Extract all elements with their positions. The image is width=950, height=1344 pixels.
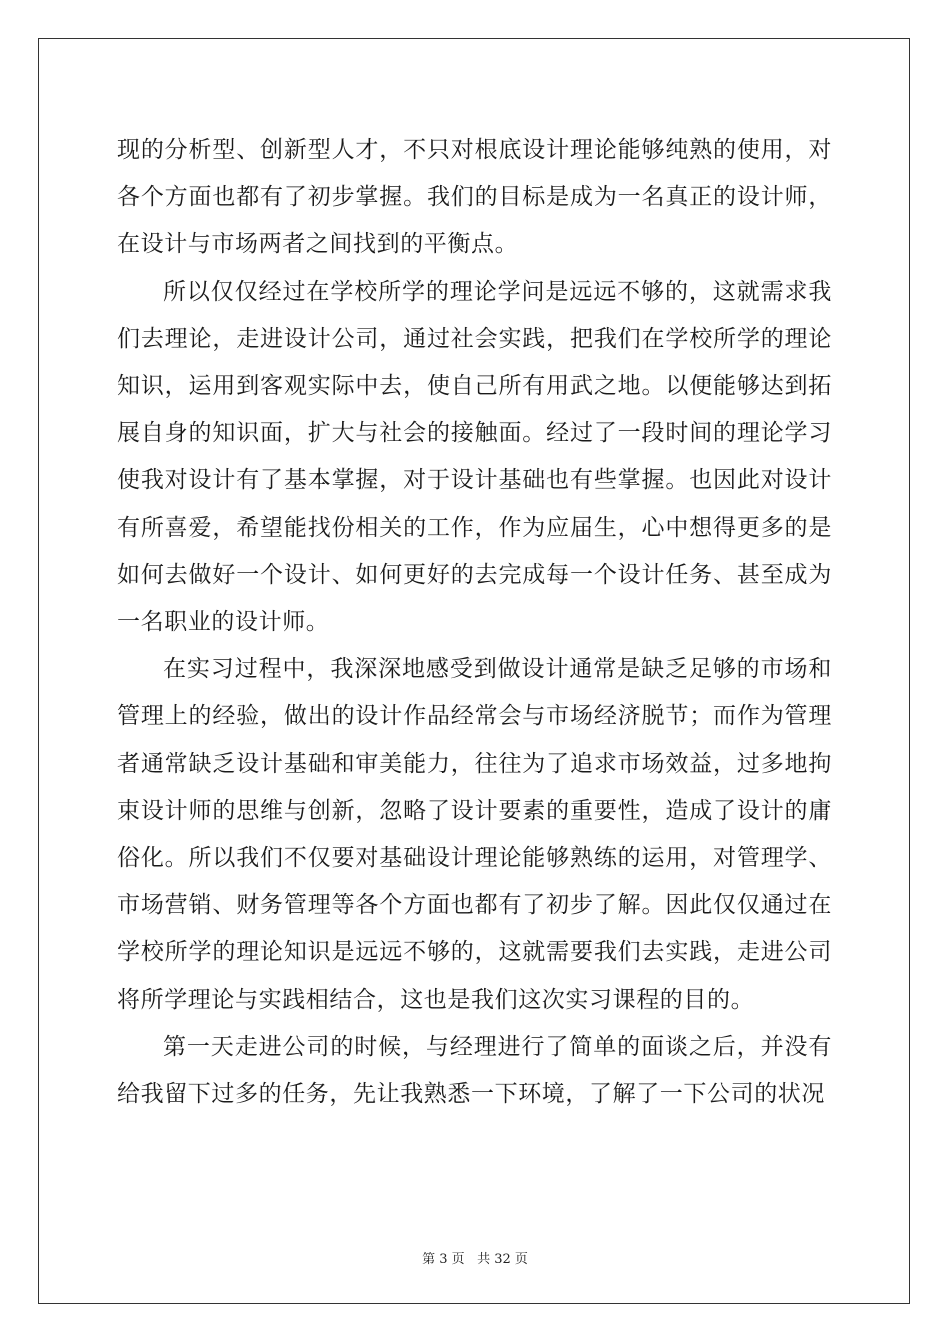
page-number: 第 3 页 [422,1252,465,1267]
paragraph-2: 所以仅仅经过在学校所学的理论学问是远远不够的，这就需求我们去理论，走进设计公司，通过社会实践，把我们在学校所学的理论知识，运用到客观实际中去，使自己所有用武之地。以便能够达到拓展自身的知识面，扩大与社会的接触面。经过了一段时间的理论学习使我对设计有了基本掌握，对于设计基础也有些掌握。也因此对设计有所喜爱，希望能找份相关的工作，作为应届生，心中想得更多的是如何去做好一个设计、如何更好的去完成每一个设计任务、甚至成为一名职业的设计师。 [117,278,832,636]
page-total: 共 32 页 [477,1252,528,1267]
document-body [117,127,832,1118]
paragraph-4: 第一天走进公司的时候，与经理进行了简单的面谈之后，并没有给我留下过多的任务，先让我熟悉一下环境，了解了一下公司的状况 [117,1033,832,1108]
paragraph-3: 在实习过程中，我深深地感受到做设计通常是缺乏足够的市场和管理上的经验，做出的设计作品经常会与市场经济脱节；而作为管理者通常缺乏设计基础和审美能力，往往为了追求市场效益，过多地拘束设计师的思维与创新，忽略了设计要素的重要性，造成了设计的庸俗化。所以我们不仅要对基础设计理论能够熟练的运用，对管理学、市场营销、财务管理等各个方面也都有了初步了解。因此仅仅通过在学校所学的理论知识是远远不够的，这就需要我们去实践，走进公司将所学理论与实践相结合，这也是我们这次实习课程的目的。 [117,656,832,1013]
paragraph-1: 现的分析型、创新型人才，不只对根底设计理论能够纯熟的使用，对各个方面也都有了初步掌握。我们的目标是成为一名真正的设计师，在设计与市场两者之间找到的平衡点。 [117,137,832,258]
page-footer [0,1248,950,1267]
